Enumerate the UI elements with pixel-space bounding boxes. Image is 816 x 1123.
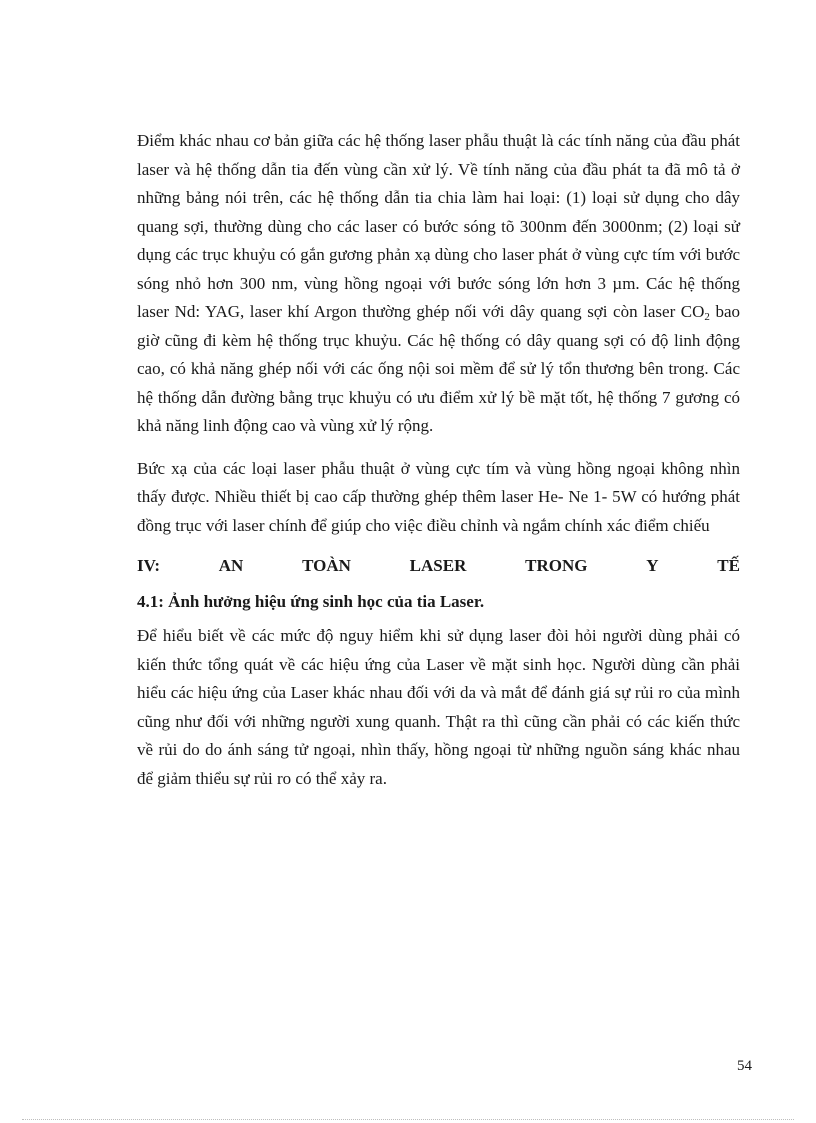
- section-heading-word: LASER: [409, 556, 467, 575]
- section-heading-word: TRONG: [525, 556, 588, 575]
- paragraph-text-part-2: bao giờ cũng đi kèm hệ thống trục khuỷu. Các hệ thống có dây quang sợi có độ linh động cao, có khả năng ghép nối với các ống nội soi mềm để sử lý tổn thương bên trong. Các hệ thống dẫn đường bằng trục khuỷu có ưu điểm xử lý bề mặt tốt, hệ thống 7 gương có khả năng linh động cao và vùng xử lý rộng.: [137, 302, 740, 435]
- page-bottom-divider: [22, 1119, 794, 1120]
- page-number: 54: [737, 1058, 752, 1074]
- paragraph-biological-effects: Để hiểu biết về các mức độ nguy hiểm khi sử dụng laser đòi hỏi người dùng phải có kiến thức tổng quát về các hiệu ứng của Laser về mặt sinh học. Người dùng cần phải hiểu các hiệu ứng của Laser khác nhau đối với da và mắt để đánh giá sự rủi ro của mình cũng như đối với những người xung quanh. Thật ra thì cũng cần phải có các kiến thức về rủi do do ánh sáng tử ngoại, nhìn thấy, hồng ngoại từ những nguồn sáng khác nhau để giảm thiểu sự rủi ro có thể xảy ra.: [137, 626, 740, 788]
- section-heading-word: TOÀN: [302, 556, 351, 575]
- paragraph-laser-systems: [137, 127, 740, 441]
- page-content: [137, 127, 740, 793]
- paragraph-text-part-1: Điểm khác nhau cơ bản giữa các hệ thống laser phẫu thuật là các tính năng của đầu phát laser và hệ thống dẫn tia đến vùng cần xử lý. Về tính năng của đầu phát ta đã mô tả ở những bảng nói trên, các hệ thống dẫn tia chia làm hai loại: (1) loại sử dụng cho dây quang sợi, thường dùng cho các laser có bước sóng tõ 300nm đến 3000nm; (2) loại sử dụng các trục khuỷu có gắn gương phản xạ dùng cho laser phát ở vùng cực tím với bước sóng nhỏ hơn 300 nm, vùng hồng ngoại với bước sóng lớn hơn 3 µm. Các hệ thống laser Nd: YAG, laser khí Argon thường ghép nối với dây quang sợi còn laser CO: [137, 131, 740, 321]
- section-heading: [137, 552, 740, 580]
- subsection-heading: 4.1: Ảnh hưởng hiệu ứng sinh học của tia Laser.: [137, 592, 485, 611]
- co2-subscript: 2: [704, 311, 710, 323]
- section-heading-word: IV:: [137, 556, 160, 575]
- paragraph-radiation: Bức xạ của các loại laser phẫu thuật ở vùng cực tím và vùng hồng ngoại không nhìn thấy được. Nhiều thiết bị cao cấp thường ghép thêm laser He- Ne 1- 5W có hướng phát đồng trục với laser chính để giúp cho việc điều chỉnh và ngắm chính xác điểm chiếu: [137, 458, 740, 535]
- section-heading-word: AN: [218, 556, 244, 575]
- section-heading-word: TẾ: [717, 556, 740, 575]
- section-heading-word: Y: [646, 556, 659, 575]
